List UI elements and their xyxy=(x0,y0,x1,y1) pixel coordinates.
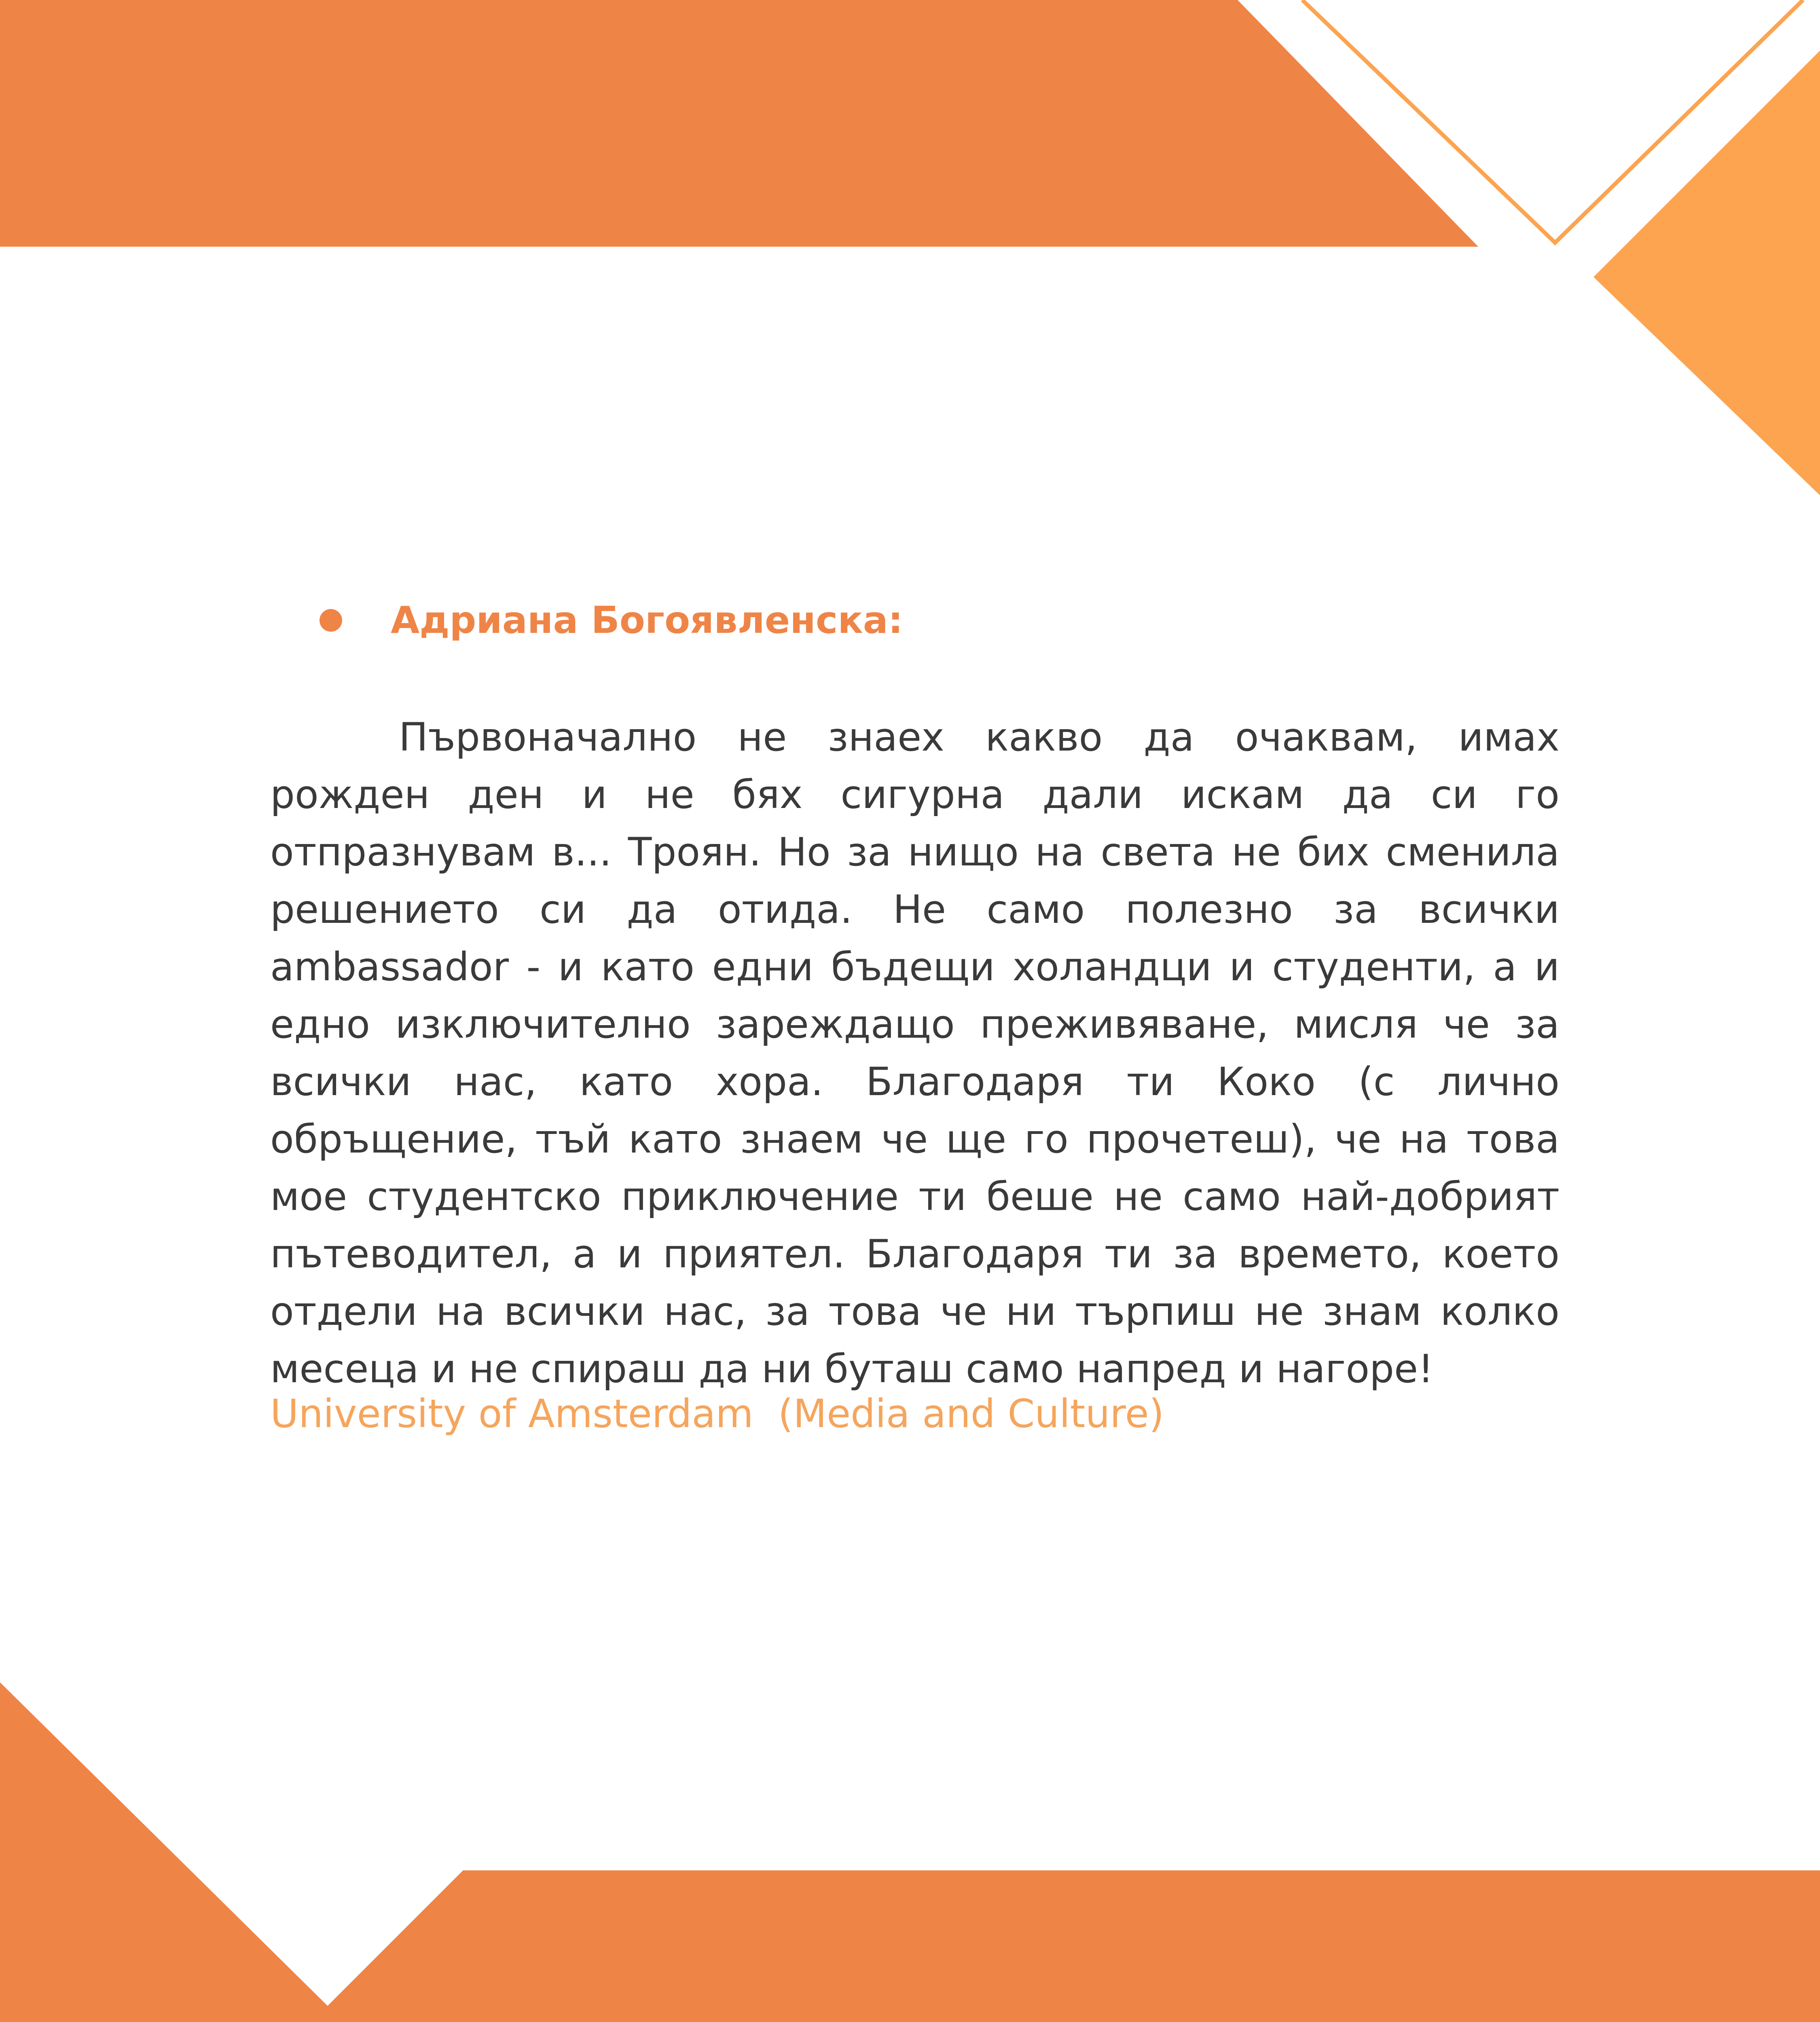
speaker-name: Адриана Богоявленска: xyxy=(391,599,903,642)
testimonial-quote: Първоначално не знаех какво да очаквам, имах рожден ден и не бях сигурна дали искам да си го отпразнувам в... Троян. Но за нищо на света не бих сменила решението си да отида. Не само полезно за всички ambassador - и като едни бъдещи холандци и студенти, а и едно изключително зареждащо преживяване, мисля че за всички нас, като хора. Благодаря ти Коко (с лично обръщение, тъй като знаем че ще го прочетеш), че на това мое студентско приключение ти беше не само най-добрият пътеводител, а и приятел. Благодаря ти за времето, което отдели на всички нас, за това че ни търпиш не знам колко месеца и не спираш да ни буташ само напред и нагоре! xyxy=(270,715,1560,1392)
bullet-point-icon xyxy=(320,609,342,632)
speaker-heading xyxy=(320,599,903,642)
top-left-banner xyxy=(0,0,1478,247)
speaker-affiliation: University of Amsterdam (Media and Culture) xyxy=(270,1391,1164,1436)
top-right-triangle xyxy=(1594,51,1820,495)
bottom-banner xyxy=(0,1682,1820,2022)
